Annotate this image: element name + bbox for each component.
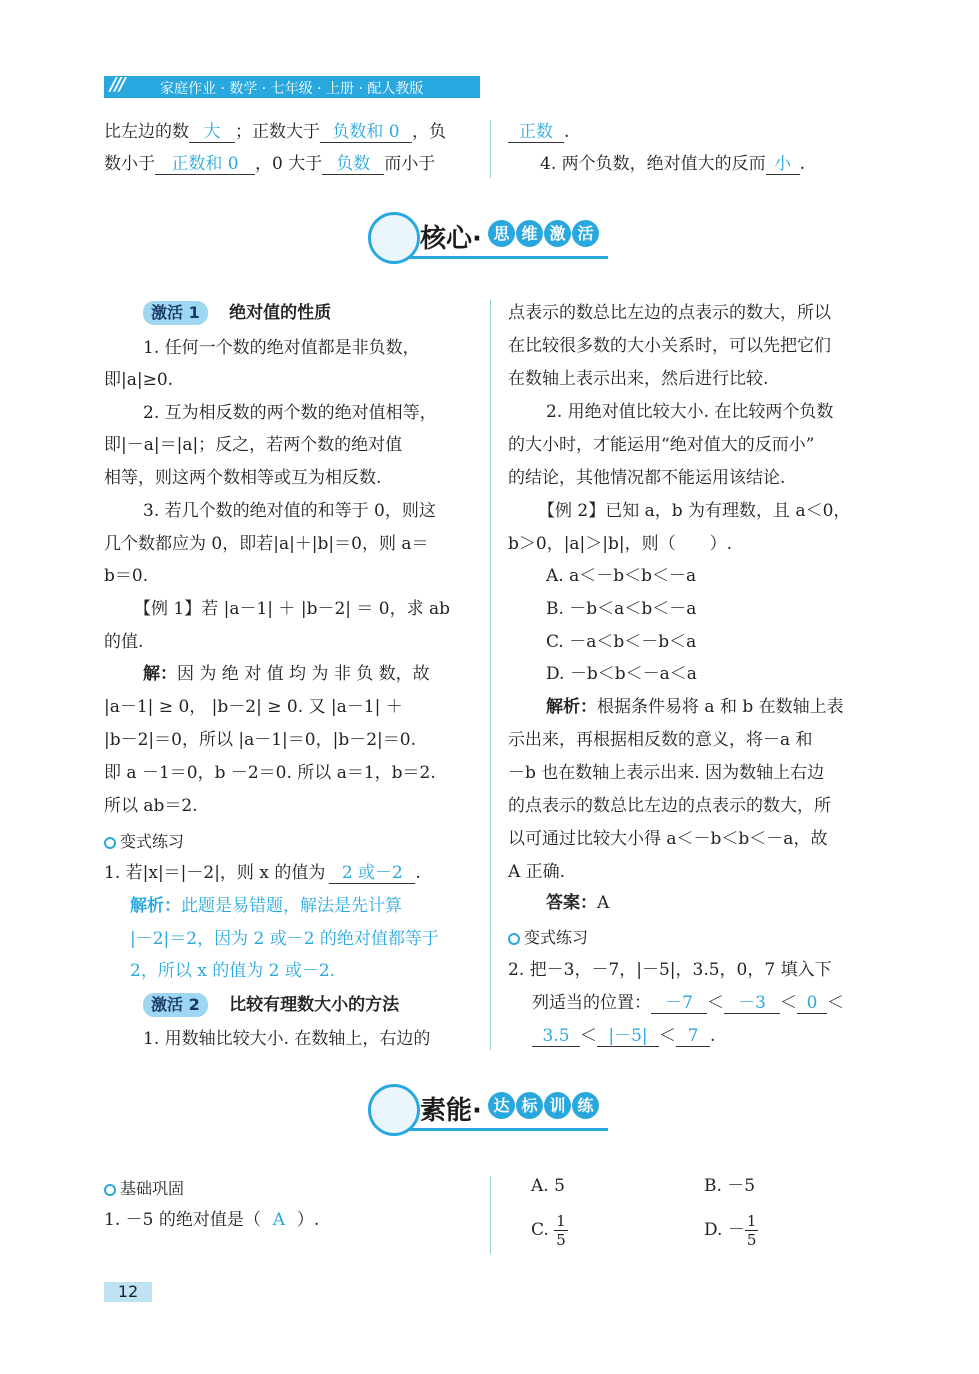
text: 核心 bbox=[420, 224, 473, 254]
text: ；正数大于 bbox=[235, 122, 320, 142]
text: 数小于 bbox=[104, 154, 155, 174]
solution-line: |b－2|＝0，所以 |a－1|＝0，|b－2|＝0. bbox=[104, 730, 416, 750]
text: 而小于 bbox=[384, 154, 436, 174]
analysis-label: 解析： bbox=[546, 697, 597, 717]
text: ，负 bbox=[412, 122, 446, 142]
example-1: 【例 1】若 |a－1| ＋ |b－2| ＝ 0，求 ab bbox=[134, 599, 451, 619]
answer-blank: 大 bbox=[189, 122, 235, 143]
activation-1-heading bbox=[143, 301, 331, 325]
analysis-line bbox=[546, 695, 844, 719]
text: 4. 两个负数，绝对值大的反而 bbox=[540, 154, 766, 174]
section-banner-core bbox=[368, 212, 628, 262]
variant-practice-heading bbox=[508, 925, 588, 948]
activation-pill: 激活 2 bbox=[143, 993, 208, 1017]
analysis-line: －b 也在数轴上表示出来. 因为数轴上右边 bbox=[508, 763, 825, 783]
para: b＝0. bbox=[104, 566, 149, 586]
text: · bbox=[472, 1096, 482, 1126]
text: ，0 大于 bbox=[255, 154, 323, 174]
top-left-line-1 bbox=[104, 120, 446, 144]
analysis-line: 2，所以 x 的值为 2 或－2. bbox=[130, 961, 336, 981]
answer-blank: 2 或－2 bbox=[329, 863, 415, 884]
para: 在比较很多数的大小关系时，可以先把它们 bbox=[508, 336, 831, 356]
section-title: 绝对值的性质 bbox=[229, 303, 332, 323]
bottom-question-1 bbox=[104, 1208, 319, 1232]
text: ＜ bbox=[707, 993, 724, 1013]
text: ＜ bbox=[659, 1026, 676, 1046]
answer-blank: 小 bbox=[766, 154, 800, 175]
text: ＜ bbox=[827, 993, 844, 1013]
column-divider bbox=[490, 300, 491, 1050]
para: 即|a|≥0. bbox=[104, 370, 174, 390]
chip: 标 bbox=[516, 1092, 543, 1119]
banner-title bbox=[420, 1090, 482, 1127]
answer-blank: 负数和 0 bbox=[320, 122, 412, 143]
numerator: 1 bbox=[556, 1212, 566, 1230]
para: 的结论，其他情况都不能运用该结论. bbox=[508, 468, 786, 488]
text: 列适当的位置： bbox=[532, 993, 651, 1013]
text: · bbox=[472, 224, 482, 254]
solution-line: |a－1| ≥ 0， |b－2| ≥ 0. 又 |a－1| ＋ bbox=[104, 697, 403, 717]
header-slashes-icon: /// bbox=[110, 74, 124, 95]
option-c bbox=[531, 1212, 568, 1249]
column-divider bbox=[490, 120, 491, 178]
text: A bbox=[597, 893, 610, 913]
running-header: 家庭作业 · 数学 · 七年级 · 上册 · 配人教版 bbox=[160, 81, 424, 97]
solution-line: 即 a －1＝0，b －2＝0. 所以 a＝1，b＝2. bbox=[104, 763, 436, 783]
answer-blank: －3 bbox=[724, 993, 780, 1014]
fraction bbox=[745, 1212, 759, 1249]
example-2: 【例 2】已知 a，b 为有理数，且 a＜0， bbox=[538, 501, 851, 521]
text: . bbox=[415, 863, 421, 883]
column-divider bbox=[490, 1176, 491, 1254]
text: ）. bbox=[296, 1210, 320, 1230]
chip: 激 bbox=[544, 220, 571, 247]
text: D. － bbox=[704, 1220, 745, 1240]
para: 1. 任何一个数的绝对值都是非负数， bbox=[143, 338, 420, 358]
text: 比左边的数 bbox=[104, 122, 189, 142]
question-2-blanks bbox=[532, 1024, 715, 1048]
analysis-line: 以可通过比较大小得 a＜－b＜b＜－a，故 bbox=[508, 829, 828, 849]
chip: 思 bbox=[488, 220, 515, 247]
example-2: b＞0，|a|＞|b|，则（ ）. bbox=[508, 534, 733, 554]
answer-label: 答案： bbox=[546, 893, 597, 913]
answer-choice: A bbox=[272, 1210, 285, 1230]
text: 基础巩固 bbox=[120, 1179, 185, 1198]
denominator: 5 bbox=[556, 1231, 566, 1249]
fraction bbox=[554, 1212, 568, 1249]
para: 点表示的数总比左边的点表示的数大，所以 bbox=[508, 303, 831, 323]
section-banner-ability bbox=[368, 1084, 628, 1134]
chip: 维 bbox=[516, 220, 543, 247]
variant-practice-heading bbox=[104, 829, 184, 852]
answer-blank: 7 bbox=[676, 1026, 710, 1047]
text: . bbox=[710, 1026, 716, 1046]
text: 此题是易错题，解法是先计算 bbox=[181, 896, 402, 916]
para: 3. 若几个数的绝对值的和等于 0，则这 bbox=[143, 501, 436, 521]
text: 变式练习 bbox=[120, 832, 185, 851]
chip: 训 bbox=[544, 1092, 571, 1119]
para: 即|－a|＝|a|；反之，若两个数的绝对值 bbox=[104, 435, 403, 455]
banner-title bbox=[420, 218, 482, 255]
chip: 活 bbox=[572, 220, 599, 247]
answer-blank: 0 bbox=[797, 993, 827, 1014]
option-b: B. －5 bbox=[704, 1176, 756, 1196]
activation-2-heading bbox=[143, 993, 399, 1017]
question-1 bbox=[104, 861, 421, 885]
circle-bullet-icon bbox=[104, 1184, 116, 1196]
para: 1. 用数轴比较大小. 在数轴上，右边的 bbox=[143, 1029, 431, 1049]
solution-line bbox=[143, 662, 430, 686]
banner-underline bbox=[408, 1128, 608, 1131]
text: 1. 若|x|＝|－2|，则 x 的值为 bbox=[104, 863, 326, 883]
banner-chips bbox=[488, 220, 600, 247]
analysis-line bbox=[130, 894, 402, 918]
answer-line bbox=[546, 891, 609, 915]
text: . bbox=[799, 154, 806, 174]
option-c: C. －a＜b＜－b＜a bbox=[546, 632, 697, 652]
denominator: 5 bbox=[746, 1231, 757, 1249]
basic-consolidation-heading bbox=[104, 1176, 184, 1199]
analysis-line: 示出来，再根据相反数的意义，将－a 和 bbox=[508, 730, 813, 750]
top-right-line-2 bbox=[540, 152, 805, 176]
section-title: 比较有理数大小的方法 bbox=[229, 995, 400, 1015]
solution-label: 解： bbox=[143, 664, 177, 684]
banner-chips bbox=[488, 1092, 600, 1119]
activation-pill: 激活 1 bbox=[143, 301, 208, 325]
answer-blank: 正数 bbox=[508, 122, 564, 143]
text: . bbox=[564, 122, 570, 142]
top-left-line-2 bbox=[104, 152, 435, 176]
para: 2. 互为相反数的两个数的绝对值相等， bbox=[143, 403, 437, 423]
analysis-label: 解析： bbox=[130, 896, 181, 916]
page-number: 12 bbox=[104, 1282, 152, 1302]
answer-blank: |－5| bbox=[597, 1026, 659, 1047]
para: 几个数都应为 0，即若|a|＋|b|＝0，则 a＝ bbox=[104, 534, 429, 554]
para: 2. 用绝对值比较大小. 在比较两个负数 bbox=[546, 402, 834, 422]
analysis-line: |－2|＝2，因为 2 或－2 的绝对值都等于 bbox=[130, 929, 439, 949]
text: 变式练习 bbox=[524, 928, 589, 947]
analysis-line: 的点表示的数总比左边的点表示的数大，所 bbox=[508, 796, 831, 816]
answer-blank: 3.5 bbox=[532, 1026, 580, 1047]
chip: 练 bbox=[572, 1092, 599, 1119]
para: 相等，则这两个数相等或互为相反数. bbox=[104, 468, 382, 488]
option-b: B. －b＜a＜b＜－a bbox=[546, 599, 697, 619]
chip: 达 bbox=[488, 1092, 515, 1119]
option-a: A. 5 bbox=[531, 1176, 565, 1196]
text: ＜ bbox=[780, 993, 797, 1013]
analysis-line: A 正确. bbox=[508, 862, 566, 882]
text: 根据条件易将 a 和 b 在数轴上表 bbox=[597, 697, 844, 717]
numerator: 1 bbox=[746, 1212, 757, 1230]
text: 1. －5 的绝对值是（ bbox=[104, 1210, 261, 1230]
text: ＜ bbox=[580, 1026, 597, 1046]
banner-underline bbox=[408, 256, 608, 259]
option-a: A. a＜－b＜b＜－a bbox=[546, 566, 697, 586]
text: 因 为 绝 对 值 均 为 非 负 数，故 bbox=[177, 664, 430, 684]
question-2: 2. 把－3，－7，|－5|，3.5，0，7 填入下 bbox=[508, 960, 832, 980]
example-1: 的值. bbox=[104, 632, 144, 652]
circle-bullet-icon bbox=[508, 933, 520, 945]
option-d: D. －b＜b＜－a＜a bbox=[546, 664, 697, 684]
question-2-blanks bbox=[532, 991, 844, 1015]
option-d bbox=[704, 1212, 758, 1249]
para: 在数轴上表示出来，然后进行比较. bbox=[508, 369, 769, 389]
answer-blank: 正数和 0 bbox=[155, 154, 255, 175]
top-right-line-1 bbox=[508, 120, 569, 144]
para: 的大小时，才能运用“绝对值大的反而小” bbox=[508, 435, 815, 455]
text: 素能 bbox=[420, 1096, 473, 1126]
solution-line: 所以 ab＝2. bbox=[104, 796, 198, 816]
answer-blank: －7 bbox=[651, 993, 707, 1014]
circle-bullet-icon bbox=[104, 837, 116, 849]
text: C. bbox=[531, 1220, 549, 1240]
answer-blank: 负数 bbox=[322, 154, 384, 175]
